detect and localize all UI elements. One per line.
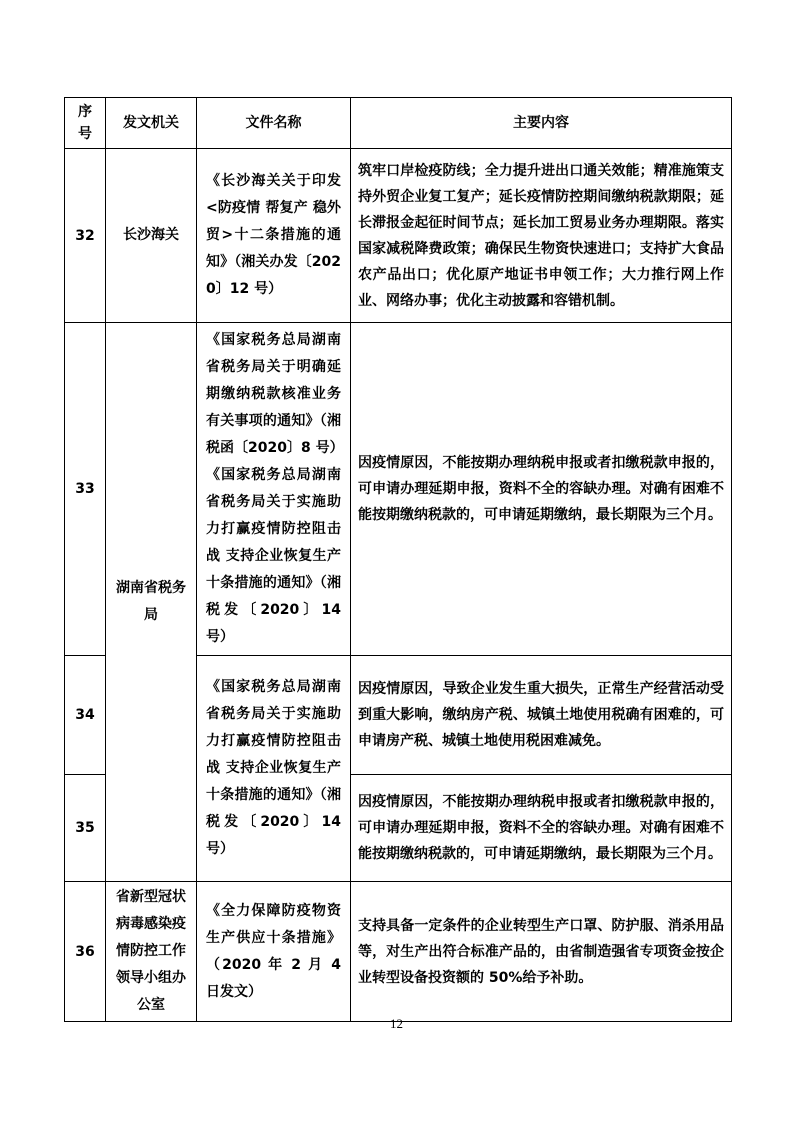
agency-cell-36: 省新型冠状病毒感染疫情防控工作领导小组办公室 — [106, 882, 197, 1022]
policy-measures-table — [64, 97, 732, 1022]
seq-cell-35: 35 — [65, 775, 106, 882]
header-seq-label: 序号 — [77, 104, 92, 142]
content-cell-34: 因疫情原因，导致企业发生重大损失，正常生产经营活动受到重大影响，缴纳房产税、城镇土地使用税确有困难的，可申请房产税、城镇土地使用税困难减免。 — [351, 656, 732, 775]
header-cell-seq — [65, 98, 106, 149]
seq-cell-32: 32 — [65, 149, 106, 323]
doc-title: 《国家税务总局湖南省税务局关于明确延期缴纳税款核准业务有关事项的通知》（湘税函〔2020〕8 号） — [206, 332, 344, 456]
table-header-row — [65, 98, 732, 149]
header-cell-content: 主要内容 — [351, 98, 732, 149]
header-cell-doc-name: 文件名称 — [197, 98, 351, 149]
page-number: 12 — [390, 1016, 403, 1031]
table-row-33 — [65, 323, 732, 656]
agency-cell-32: 长沙海关 — [106, 149, 197, 323]
doc-name-cell-34-35: 《国家税务总局湖南省税务局关于实施助力打赢疫情防控阻击战 支持企业恢复生产十条措施的通知》（湘税发〔2020〕14 号） — [197, 656, 351, 882]
content-cell-32: 筑牢口岸检疫防线；全力提升进出口通关效能；精准施策支持外贸企业复工复产；延长疫情防控期间缴纳税款期限；延长滞报金起征时间节点；延长加工贸易业务办理期限。落实国家减税降费政策；确保民生物资快速进口；支持扩大食品农产品出口；优化原产地证书申领工作；大力推行网上作业、网络办事；优化主动披露和容错机制。 — [351, 149, 732, 323]
table-row-36 — [65, 882, 732, 1022]
table-row-32 — [65, 149, 732, 323]
seq-cell-33: 33 — [65, 323, 106, 656]
doc-title: 《国家税务总局湖南省税务局关于实施助力打赢疫情防控阻击战 支持企业恢复生产十条措施的通知》（湘税发〔2020〕14 号） — [206, 467, 341, 645]
header-cell-agency: 发文机关 — [106, 98, 197, 149]
content-cell-35: 因疫情原因，不能按期办理纳税申报或者扣缴税款申报的，可申请办理延期申报，资料不全的容缺办理。对确有困难不能按期缴纳税款的，可申请延期缴纳，最长期限为三个月。 — [351, 775, 732, 882]
seq-cell-34: 34 — [65, 656, 106, 775]
agency-cell-33-35: 湖南省税务局 — [106, 323, 197, 882]
content-cell-36: 支持具备一定条件的企业转型生产口罩、防护服、消杀用品等，对生产出符合标准产品的，由省制造强省专项资金按企业转型设备投资额的 50%给予补助。 — [351, 882, 732, 1022]
content-cell-33: 因疫情原因，不能按期办理纳税申报或者扣缴税款申报的，可申请办理延期申报，资料不全的容缺办理。对确有困难不能按期缴纳税款的，可申请延期缴纳，最长期限为三个月。 — [351, 323, 732, 656]
seq-cell-36: 36 — [65, 882, 106, 1022]
doc-name-cell-33 — [197, 323, 351, 656]
doc-name-cell-36: 《全力保障防疫物资生产供应十条措施》（2020 年 2 月 4 日发文） — [197, 882, 351, 1022]
doc-name-cell-32: 《长沙海关关于印发<防疫情 帮复产 稳外贸>十二条措施的通知》（湘关办发〔2020〕12 号） — [197, 149, 351, 323]
